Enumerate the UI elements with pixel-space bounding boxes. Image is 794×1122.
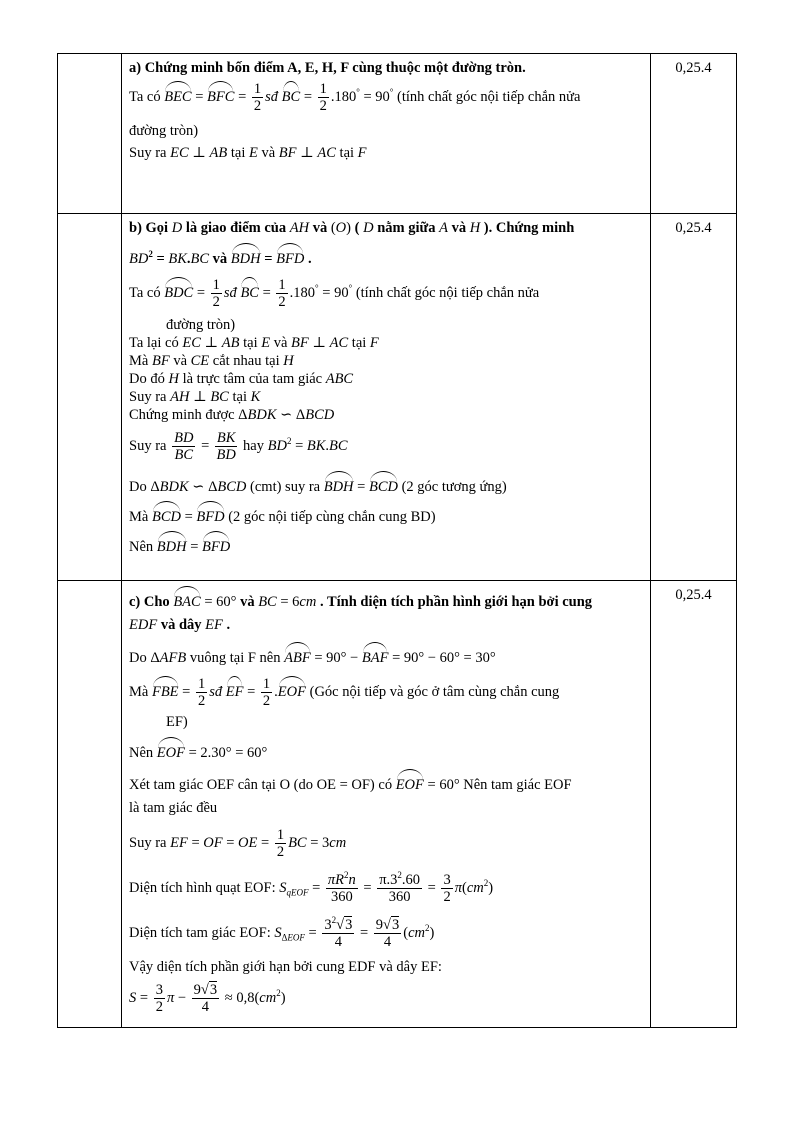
blank-cell: [58, 581, 122, 1028]
part-c-score: 0,25.4: [651, 581, 737, 1028]
part-b-line-8: Suy ra $\frac{BD}{BC}$ = $\frac{BK}{BD}$ hay $BD^2 = BK.BC$: [129, 430, 348, 464]
row-part-b: [58, 214, 737, 581]
part-c-title-2: EDF và dây EF .: [129, 617, 231, 633]
part-b-line-7: Chứng minh được ΔBDK ∽ ΔBCD: [129, 407, 335, 424]
solution-table: [57, 53, 737, 1028]
part-b-line-2: đường tròn): [166, 317, 236, 334]
row-part-a: [58, 54, 737, 214]
part-a-line-2: đường tròn): [129, 123, 199, 140]
part-b-line-11: Nên BDH = BFD: [129, 531, 644, 557]
part-a-line-3: Suy ra EC ⊥ AB tại E và BF ⊥ AC tại F: [129, 145, 367, 162]
part-a-content: [122, 54, 651, 214]
part-c-line-11: S = $\frac{3}{2}$ π − $\frac{9√3}{4}$ ≈ $0,8(cm^2)$: [129, 982, 286, 1016]
row-part-c: [58, 581, 737, 1028]
part-b-line-4: Mà BF và CE cắt nhau tại H: [129, 353, 294, 370]
part-b-title: b) Gọi D là giao điểm của AH và (O) ( D nằm giữa A và H ). Chứng minh: [129, 220, 575, 236]
blank-cell: [58, 214, 122, 581]
part-c-line-8: Diện tích hình quạt EOF: $S_{qEOF}$ = $\frac{\pi R^2n}{360}$ = $\frac{\pi.3^2.60}{360}$ = $\frac{3}{2}$ $\pi(cm^2)$: [129, 870, 494, 906]
blank-cell: [58, 54, 122, 214]
part-c-line-10: Vậy diện tích phần giới hạn bởi cung EDF và dây EF:: [129, 959, 442, 976]
part-c-line-3: EF): [166, 714, 188, 731]
part-c-line-4: Nên EOF = 2.30° = 60°: [129, 737, 644, 763]
part-c-line-9: Diện tích tam giác EOF: $S_{\Delta EOF}$ = $\frac{3^2√3}{4}$ = $\frac{9√3}{4}$ $(cm^2)$: [129, 915, 435, 951]
part-a-score: 0,25.4: [651, 54, 737, 214]
part-c-title: c) Cho BAC = 60° và BC = 6cm . Tính diện tích phần hình giới hạn bởi cung: [129, 586, 644, 612]
part-b-line-6: Suy ra AH ⊥ BC tại K: [129, 389, 261, 406]
part-c-line-7: Suy ra EF = OF = OE = $\frac{1}{2}$ BC = 3cm: [129, 827, 347, 861]
part-b-score: 0,25.4: [651, 214, 737, 581]
part-b-line-10: Mà BCD = BFD (2 góc nội tiếp cùng chắn cung BD): [129, 501, 644, 527]
part-c-line-6: là tam giác đều: [129, 800, 218, 817]
part-a-title: a) Chứng minh bốn điểm A, E, H, F cùng thuộc một đường tròn.: [129, 60, 526, 76]
part-c-line-5: Xét tam giác OEF cân tại O (do OE = OF) có EOF = 60° Nên tam giác EOF: [129, 769, 644, 795]
part-c-line-1: Do ΔAFB vuông tại F nên ABF = 90° − BAF = 90° − 60° = 30°: [129, 642, 644, 668]
part-b-title-2: $BD^2 = BK.BC$ và BDH = BFD .: [129, 243, 644, 269]
part-b-line-5: Do đó H là trực tâm của tam giác ABC: [129, 371, 354, 388]
part-b-line-9: Do ΔBDK ∽ ΔBCD (cmt) suy ra BDH = BCD (2 góc tương ứng): [129, 471, 644, 497]
part-b-line-3: Ta lại có EC ⊥ AB tại E và BF ⊥ AC tại F: [129, 335, 379, 352]
part-c-line-2: Mà FBE = $\frac{1}{2}$ sđ EF = $\frac{1}{2}$ .EOF (Góc nội tiếp và góc ở tâm cùng chắn cung: [129, 676, 560, 710]
part-a-line-1: Ta có BEC = BFC = $\frac{1}{2}$ sđ BC = $\frac{1}{2}$ .180° = 90° (tính chất góc nội tiếp chắn nửa: [129, 81, 581, 115]
part-b-line-1: Ta có BDC = $\frac{1}{2}$ sđ BC = $\frac{1}{2}$ .180° = 90° (tính chất góc nội tiếp chắn nửa: [129, 277, 540, 311]
part-b-content: [122, 214, 651, 581]
part-c-content: [122, 581, 651, 1028]
